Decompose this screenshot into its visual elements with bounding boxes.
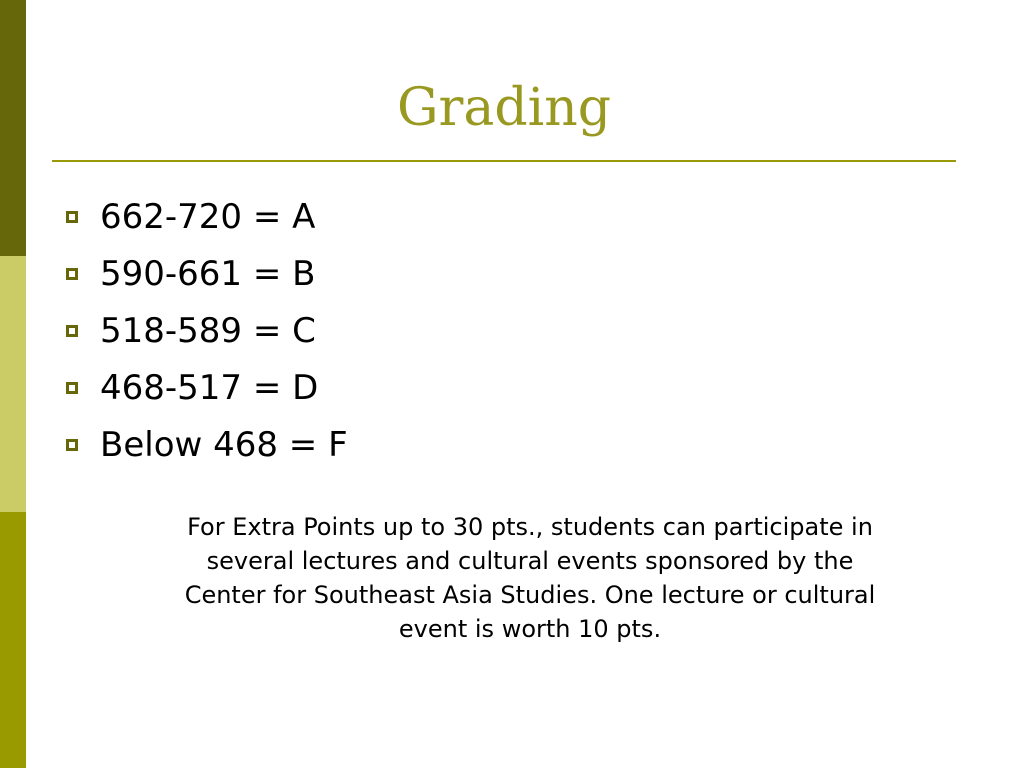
note-line: several lectures and cultural events sponsored by the [206, 547, 854, 575]
square-bullet-icon [66, 439, 78, 451]
square-bullet-icon [66, 382, 78, 394]
square-bullet-icon [66, 211, 78, 223]
note-line: Center for Southeast Asia Studies. One lecture or cultural [184, 581, 876, 609]
grade-item-text: 662-720 = A [100, 196, 316, 237]
grade-item-text: 518-589 = C [100, 310, 316, 351]
side-bar-dark-segment [0, 0, 26, 256]
slide-title: Grading [396, 78, 612, 138]
title-divider [52, 160, 956, 162]
grade-item [66, 245, 348, 302]
grade-item [66, 302, 348, 359]
side-bar-light-segment [0, 256, 26, 512]
square-bullet-icon [66, 268, 78, 280]
grade-item [66, 188, 348, 245]
grade-item-text: 590-661 = B [100, 253, 316, 294]
extra-points-note [100, 510, 960, 646]
grade-item [66, 359, 348, 416]
grade-list [66, 188, 348, 473]
side-bar-mid-segment [0, 512, 26, 768]
square-bullet-icon [66, 325, 78, 337]
grade-item-text: Below 468 = F [100, 424, 348, 465]
grade-item-text: 468-517 = D [100, 367, 319, 408]
note-line: For Extra Points up to 30 pts., students can participate in [187, 513, 873, 541]
note-line: event is worth 10 pts. [398, 615, 662, 643]
grade-item [66, 416, 348, 473]
